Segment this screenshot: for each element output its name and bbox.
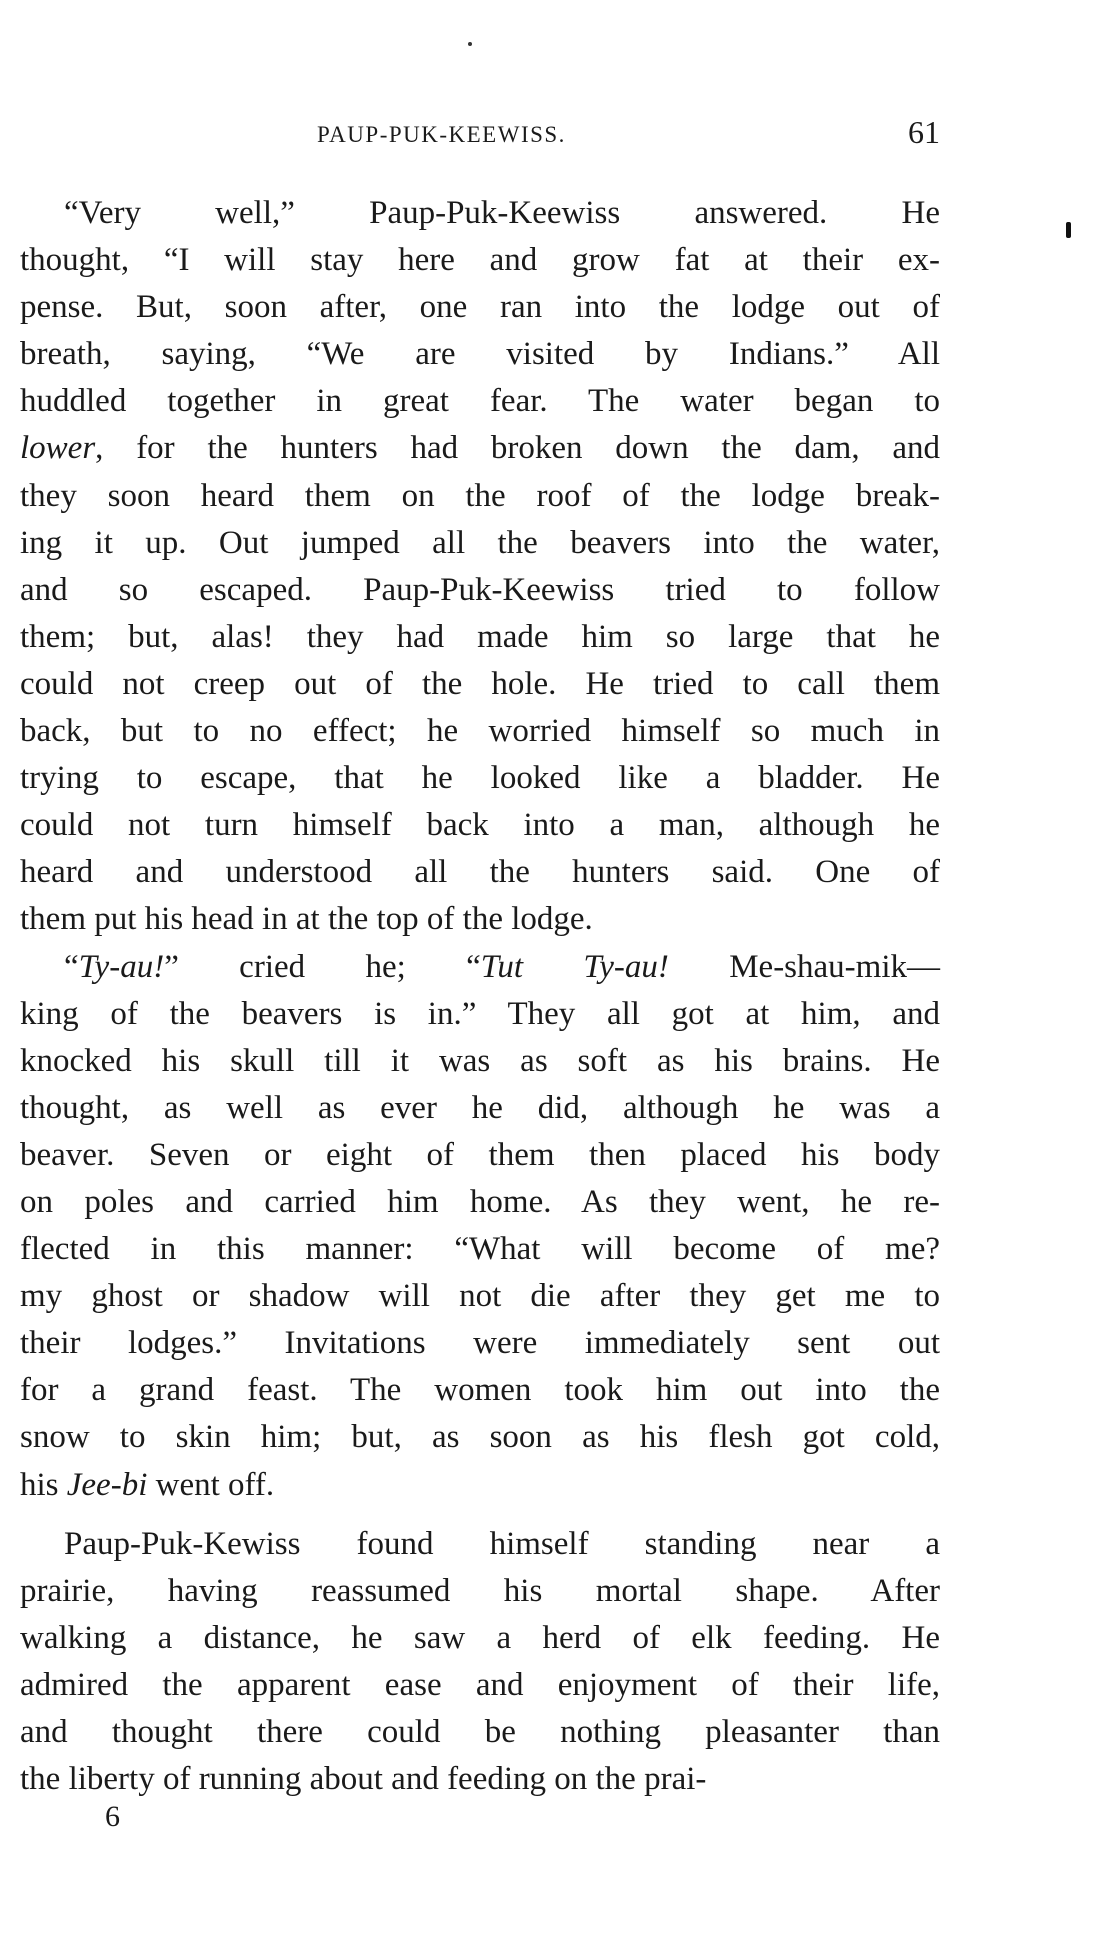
margin-mark <box>1066 222 1071 238</box>
line-text: breath, saying, “We are visited by Indians.” All <box>20 336 940 373</box>
line-text: ing it up. Out jumped all the beavers into the water, <box>20 524 940 561</box>
text-line <box>20 614 940 661</box>
line-text: their lodges.” Invitations were immediately sent out <box>20 1325 940 1362</box>
text-line <box>20 802 940 849</box>
line-text: my ghost or shadow will not die after they get me to <box>20 1278 940 1315</box>
line-text: Me-shau-mik— <box>668 948 940 985</box>
text-line <box>20 1568 940 1615</box>
line-text: them; but, alas! they had made him so large that he <box>20 618 940 655</box>
text-line <box>20 1521 940 1568</box>
italic-text: Jee-bi <box>66 1466 148 1503</box>
line-text: snow to skin him; but, as soon as his flesh got cold, <box>20 1419 940 1456</box>
text-line <box>20 1367 940 1414</box>
text-line <box>20 378 940 425</box>
italic-text: Ty-au! <box>78 948 165 985</box>
line-text: Paup-Puk-Kewiss found himself standing near a <box>64 1525 940 1562</box>
line-text: flected in this manner: “What will become of me? <box>20 1231 940 1268</box>
text-line <box>20 237 940 284</box>
line-text: trying to escape, that he looked like a bladder. He <box>20 760 940 797</box>
line-text: for a grand feast. The women took him out into the <box>20 1372 940 1409</box>
line-text: , for the hunters had broken down the dam, and <box>95 430 940 467</box>
text-line <box>20 1273 940 1320</box>
text-line <box>20 425 940 472</box>
paragraph <box>20 1521 940 1804</box>
line-text: and thought there could be nothing pleasanter than <box>20 1714 940 1750</box>
text-line <box>20 1662 940 1709</box>
line-text: could not turn himself back into a man, although he <box>20 807 940 844</box>
text-line <box>20 944 940 991</box>
print-speck <box>468 42 472 46</box>
text-line <box>20 520 940 567</box>
paragraph <box>20 190 940 944</box>
line-text: them put his head in at the top of the lodge. <box>20 901 593 938</box>
text-line <box>20 1085 940 1132</box>
page-header <box>20 114 940 158</box>
line-text: huddled together in great fear. The water began to <box>20 383 940 420</box>
line-text: heard and understood all the hunters said. One of <box>20 854 940 891</box>
page-number: 61 <box>908 114 940 150</box>
paragraph <box>20 944 940 1509</box>
line-text: thought, as well as ever he did, although he was a <box>20 1089 940 1126</box>
body-text <box>20 190 940 1803</box>
running-title: PAUP-PUK-KEEWISS. <box>317 122 566 147</box>
line-text: “ <box>64 948 79 985</box>
line-text: ” cried he; “ <box>164 948 481 985</box>
line-text: king of the beavers is in.” They all got at him, and <box>20 995 940 1032</box>
line-text: pense. But, soon after, one ran into the lodge out of <box>20 289 940 326</box>
text-line <box>20 1320 940 1367</box>
text-line <box>20 1414 940 1461</box>
line-text: on poles and carried him home. As they went, he re- <box>20 1183 940 1220</box>
line-text: they soon heard them on the roof of the lodge break- <box>20 477 940 514</box>
text-line <box>20 1709 940 1756</box>
text-line <box>20 1462 940 1509</box>
text-line <box>20 991 940 1038</box>
text-line <box>20 1038 940 1085</box>
line-text: “Very well,” Paup-Puk-Keewiss answered. He <box>64 195 940 231</box>
text-line <box>20 896 940 943</box>
line-text: knocked his skull till it was as soft as his brains. He <box>20 1042 940 1079</box>
line-text: beaver. Seven or eight of them then placed his body <box>20 1136 940 1173</box>
text-line <box>20 661 940 708</box>
text-line <box>20 1179 940 1226</box>
line-text: his <box>20 1466 67 1503</box>
line-text: could not creep out of the hole. He tried to call them <box>20 665 940 702</box>
text-line <box>20 1132 940 1179</box>
line-text: thought, “I will stay here and grow fat at their ex- <box>20 242 940 279</box>
line-text: back, but to no effect; he worried himself so much in <box>20 713 940 750</box>
line-text: went off. <box>147 1466 275 1503</box>
italic-text: Tut Ty-au! <box>480 948 669 985</box>
text-line <box>20 190 940 237</box>
line-text: prairie, having reassumed his mortal shape. After <box>20 1572 940 1609</box>
text-line <box>20 1756 940 1803</box>
text-line <box>20 708 940 755</box>
text-line <box>20 473 940 520</box>
text-line <box>20 849 940 896</box>
text-line <box>20 284 940 331</box>
text-line <box>20 1615 940 1662</box>
text-line <box>20 567 940 614</box>
text-line <box>20 1226 940 1273</box>
text-line <box>20 331 940 378</box>
line-text: the liberty of running about and feeding on the prai- <box>20 1761 707 1798</box>
line-text: walking a distance, he saw a herd of elk feeding. He <box>20 1619 940 1656</box>
italic-text: lower <box>20 430 96 467</box>
text-line <box>20 755 940 802</box>
signature-mark: 6 <box>105 1800 120 1833</box>
line-text: admired the apparent ease and enjoyment of their life, <box>20 1666 940 1703</box>
line-text: and so escaped. Paup-Puk-Keewiss tried to follow <box>20 571 940 608</box>
